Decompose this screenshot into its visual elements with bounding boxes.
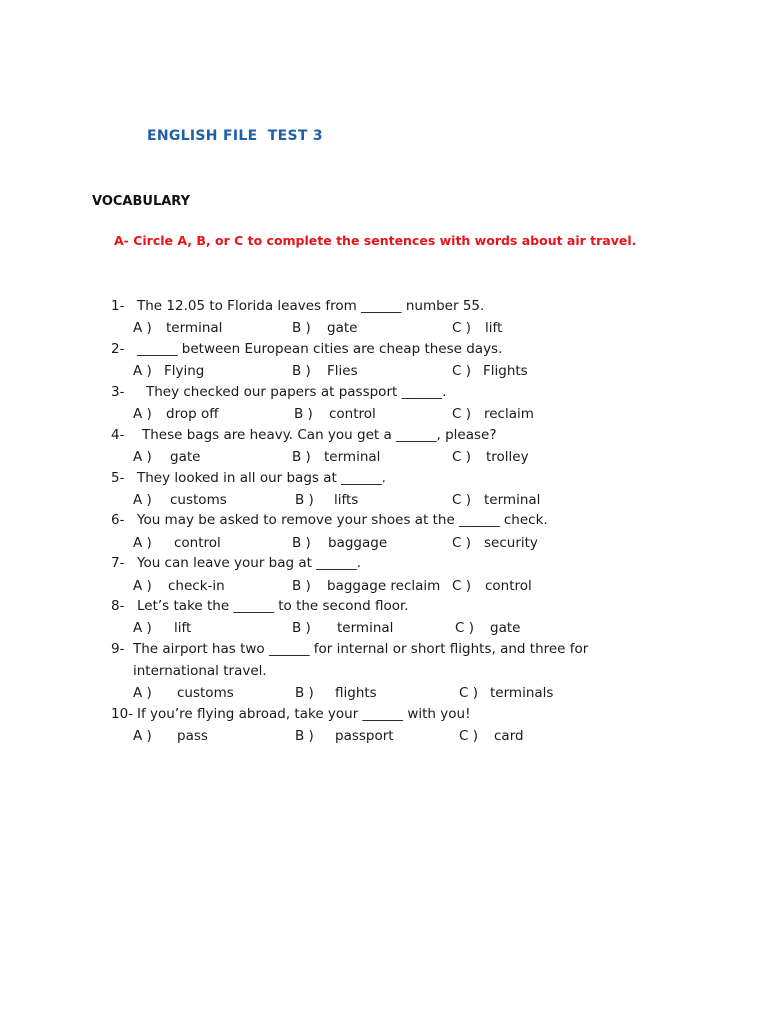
option-c[interactable]: terminal [484, 492, 541, 508]
option-label-c: C ) [452, 492, 471, 508]
option-label-a: A ) [133, 620, 152, 636]
question-text: The airport has two ______ for internal or short flights, and three for [133, 641, 589, 657]
option-a[interactable]: gate [170, 449, 201, 465]
option-label-c: C ) [459, 685, 478, 701]
option-label-b: B ) [294, 406, 313, 422]
question-number: 4- [111, 427, 125, 443]
question-text: ______ between European cities are cheap these days. [137, 341, 503, 357]
question-number: 10- [111, 706, 134, 722]
option-c[interactable]: control [485, 578, 532, 594]
option-label-b: B ) [292, 578, 311, 594]
question-text-continued: international travel. [133, 663, 267, 679]
option-a[interactable]: check-in [168, 578, 225, 594]
option-c[interactable]: gate [490, 620, 521, 636]
question-number: 1- [111, 298, 125, 314]
option-a[interactable]: lift [174, 620, 192, 636]
question-number: 9- [111, 641, 125, 657]
question-text: You may be asked to remove your shoes at the ______ check. [137, 512, 548, 528]
option-b[interactable]: gate [327, 320, 358, 336]
question-number: 2- [111, 341, 125, 357]
option-label-a: A ) [133, 363, 152, 379]
question-number: 5- [111, 470, 125, 486]
option-a[interactable]: control [174, 535, 221, 551]
question-text: They checked our papers at passport ______. [146, 384, 447, 400]
option-label-c: C ) [452, 535, 471, 551]
option-label-b: B ) [295, 685, 314, 701]
option-c[interactable]: reclaim [484, 406, 534, 422]
question-text: If you’re flying abroad, take your ______ with you! [137, 706, 471, 722]
question-number: 8- [111, 598, 125, 614]
option-b[interactable]: passport [335, 728, 394, 744]
option-label-a: A ) [133, 449, 152, 465]
option-label-a: A ) [133, 492, 152, 508]
question-number: 6- [111, 512, 125, 528]
option-b[interactable]: control [329, 406, 376, 422]
option-label-a: A ) [133, 406, 152, 422]
option-label-c: C ) [452, 363, 471, 379]
question-text: They looked in all our bags at ______. [137, 470, 386, 486]
option-c[interactable]: card [494, 728, 524, 744]
option-label-a: A ) [133, 685, 152, 701]
option-c[interactable]: security [484, 535, 538, 551]
option-label-b: B ) [292, 449, 311, 465]
question-number: 3- [111, 384, 125, 400]
option-label-c: C ) [452, 578, 471, 594]
instruction-text: A- Circle A, B, or C to complete the sentences with words about air travel. [114, 233, 637, 248]
option-a[interactable]: pass [177, 728, 208, 744]
option-b[interactable]: flights [335, 685, 377, 701]
option-label-b: B ) [292, 363, 311, 379]
option-a[interactable]: drop off [166, 406, 219, 422]
option-b[interactable]: lifts [334, 492, 359, 508]
option-label-b: B ) [295, 492, 314, 508]
option-label-a: A ) [133, 578, 152, 594]
option-label-c: C ) [452, 320, 471, 336]
option-label-b: B ) [292, 320, 311, 336]
question-text: The 12.05 to Florida leaves from ______ number 55. [137, 298, 485, 314]
option-b[interactable]: terminal [324, 449, 381, 465]
option-b[interactable]: baggage [328, 535, 388, 551]
option-a[interactable]: Flying [164, 363, 205, 379]
option-c[interactable]: trolley [486, 449, 529, 465]
option-c[interactable]: lift [485, 320, 503, 336]
option-a[interactable]: customs [177, 685, 234, 701]
question-text: Let’s take the ______ to the second floor. [137, 598, 409, 614]
section-heading: VOCABULARY [92, 194, 191, 209]
question-number: 7- [111, 555, 125, 571]
option-c[interactable]: terminals [490, 685, 554, 701]
page-title: ENGLISH FILE TEST 3 [147, 128, 323, 144]
option-label-a: A ) [133, 728, 152, 744]
option-label-c: C ) [459, 728, 478, 744]
option-a[interactable]: customs [170, 492, 227, 508]
option-label-b: B ) [295, 728, 314, 744]
option-label-c: C ) [455, 620, 474, 636]
option-label-a: A ) [133, 535, 152, 551]
question-text: You can leave your bag at ______. [137, 555, 362, 571]
option-label-c: C ) [452, 406, 471, 422]
option-a[interactable]: terminal [166, 320, 223, 336]
option-b[interactable]: Flies [327, 363, 358, 379]
option-b[interactable]: baggage reclaim [327, 578, 441, 594]
option-label-b: B ) [292, 535, 311, 551]
option-b[interactable]: terminal [337, 620, 394, 636]
option-c[interactable]: Flights [483, 363, 528, 379]
option-label-b: B ) [292, 620, 311, 636]
question-text: These bags are heavy. Can you get a ______, please? [142, 427, 497, 443]
option-label-a: A ) [133, 320, 152, 336]
option-label-c: C ) [452, 449, 471, 465]
